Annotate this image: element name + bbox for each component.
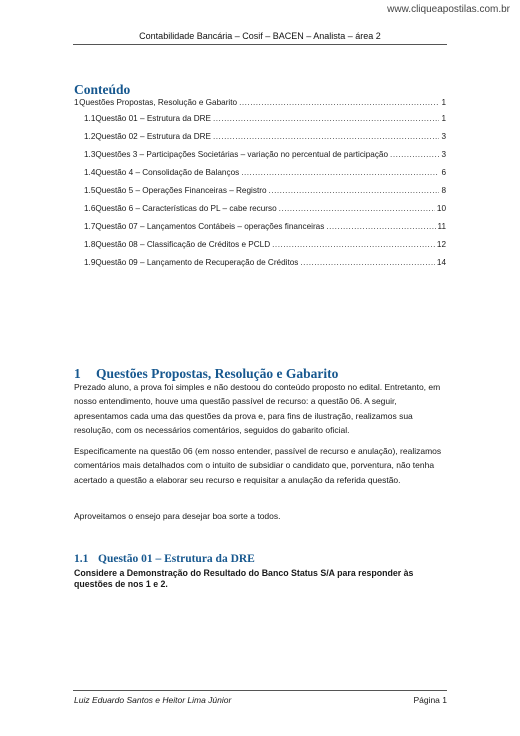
toc-entry[interactable] [74,150,446,168]
toc-entry-page: 1 [441,114,446,123]
subsection-number: 1.1 [74,553,89,565]
subsection-title: Questão 01 – Estrutura da DRE [98,553,255,565]
toc-heading: Conteúdo [74,82,131,97]
footer-page-number: Página 1 [413,695,447,705]
toc-dot-leader [213,132,439,141]
toc-entry-title: Questões 3 – Participações Societárias – variação no percentual de participação [95,150,389,159]
toc-dot-leader [326,222,435,231]
toc-entry[interactable] [74,98,446,114]
toc-entry-number: 1.1 [84,114,96,123]
intro-paragraph: Prezado aluno, a prova foi simples e não destoou do conteúdo proposto no edital. Entretanto, em nosso entendimento, houve uma questão passível de recurso: a questão 06. A seguir, apresentamos cada uma das questões da prova e, para fins de ilustração, realizamos sua resolução, com os necessários comentários, seguidos do gabarito oficial. [74,382,441,436]
toc-entry-page: 12 [436,240,446,249]
toc-entry-number: 1 [74,98,79,107]
toc-entry-page: 10 [436,204,446,213]
toc-dot-leader [390,150,439,159]
footer-author: Luiz Eduardo Santos e Heitor Lima Júnior [74,695,232,705]
running-header: Contabilidade Bancária – Cosif – BACEN – Analista – área 2 [139,31,381,41]
toc-entry-title: Questões Propostas, Resolução e Gabarito [79,98,238,107]
section-title: Questões Propostas, Resolução e Gabarito [96,366,339,381]
toc-entry-number: 1.5 [84,186,96,195]
header-divider [73,44,447,45]
footer-divider [73,690,447,691]
toc-entry-number: 1.7 [84,222,96,231]
toc-dot-leader [213,114,439,123]
toc-entry-page: 11 [437,222,446,231]
closing-paragraph: Aproveitamos o ensejo para desejar boa sorte a todos. [74,511,281,521]
toc-dot-leader [272,240,435,249]
detail-paragraph: Especificamente na questão 06 (em nosso entender, passível de recurso e anulação), realizamos comentários mais detalhados com o intuito de subsidiar o candidato que, porventura, não tenha acertado a questão a elaborar seu recurso e requisitar a anulação da referida questão. [74,446,442,485]
toc-entry-number: 1.6 [84,204,96,213]
toc-entry-page: 8 [441,186,446,195]
toc-entry-number: 1.9 [84,258,96,267]
toc-entry[interactable] [74,186,446,204]
watermark-url: www.cliqueapostilas.com.br [387,4,510,15]
toc-dot-leader [300,258,434,267]
toc-entry-page: 6 [441,168,446,177]
toc-entry-page: 3 [441,132,446,141]
toc-entry-number: 1.8 [84,240,96,249]
toc-entry-number: 1.3 [84,150,96,159]
toc-entry-number: 1.4 [84,168,96,177]
toc-entry[interactable] [74,132,446,150]
toc-entry-title: Questão 6 – Características do PL – cabe recurso [95,204,277,213]
question-statement: Considere a Demonstração do Resultado do Banco Status S/A para responder às questões de nos 1 e 2. [74,568,414,589]
toc-entry[interactable] [74,168,446,186]
table-of-contents [74,98,446,276]
section-number: 1 [74,366,81,381]
toc-entry[interactable] [74,240,446,258]
toc-entry-title: Questão 4 – Consolidação de Balanços [95,168,240,177]
toc-entry-title: Questão 07 – Lançamentos Contábeis – operações financeiras [95,222,325,231]
toc-entry-number: 1.2 [84,132,96,141]
toc-entry-title: Questão 09 – Lançamento de Recuperação de Créditos [95,258,299,267]
toc-entry[interactable] [74,222,446,240]
toc-entry-page: 3 [441,150,446,159]
toc-dot-leader [241,168,439,177]
toc-entry[interactable] [74,114,446,132]
toc-entry-title: Questão 02 – Estrutura da DRE [95,132,211,141]
subsection-heading [74,553,255,565]
toc-entry-title: Questão 01 – Estrutura da DRE [95,114,211,123]
toc-entry[interactable] [74,204,446,222]
toc-entry-page: 1 [441,98,446,107]
toc-entry-title: Questão 5 – Operações Financeiras – Registro [95,186,267,195]
toc-dot-leader [269,186,440,195]
toc-entry[interactable] [74,258,446,276]
toc-entry-page: 14 [436,258,446,267]
toc-dot-leader [239,98,439,107]
toc-entry-title: Questão 08 – Classificação de Créditos e PCLD [95,240,271,249]
toc-dot-leader [279,204,435,213]
